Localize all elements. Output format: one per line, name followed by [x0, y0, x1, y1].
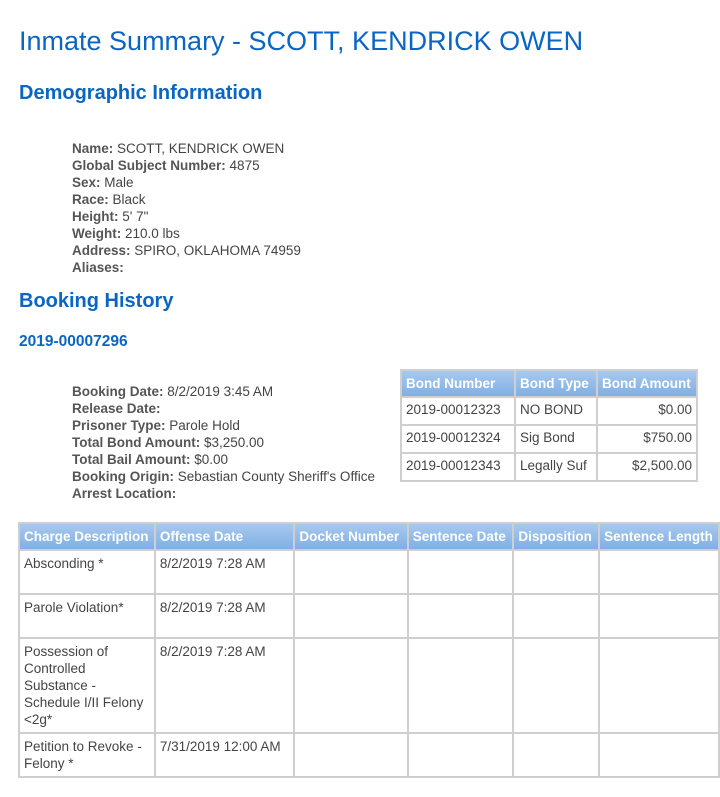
charge-row — [20, 639, 718, 732]
charge-row — [20, 595, 718, 637]
field-label: Total Bail Amount: — [72, 452, 191, 467]
field-total-bond-amount — [72, 434, 375, 451]
field-prisoner-type — [72, 417, 375, 434]
bond-number: 2019-00012323 — [402, 398, 514, 424]
docket-number — [295, 734, 406, 776]
field-label: Weight: — [72, 226, 122, 241]
charge-description: Petition to Revoke - Felony * — [20, 734, 154, 776]
field-value: 210.0 lbs — [125, 226, 180, 241]
field-height — [72, 208, 301, 225]
field-value: Male — [104, 175, 134, 190]
field-label: Arrest Location: — [72, 486, 177, 501]
sentence-date — [409, 595, 513, 637]
charge-header-row — [20, 524, 718, 549]
field-booking-date — [72, 383, 375, 400]
charge-row — [20, 734, 718, 776]
bond-amount-header: Bond Amount — [598, 371, 696, 396]
field-total-bail-amount — [72, 451, 375, 468]
field-label: Release Date: — [72, 401, 161, 416]
bond-type-header: Bond Type — [516, 371, 596, 396]
disposition-header: Disposition — [514, 524, 598, 549]
field-label: Race: — [72, 192, 109, 207]
bond-number: 2019-00012343 — [402, 454, 514, 480]
booking-history-heading: Booking History — [19, 290, 174, 312]
charge-description: Absconding * — [20, 551, 154, 593]
sentence-length — [600, 595, 718, 637]
docket-number — [295, 639, 406, 732]
field-label: Height: — [72, 209, 119, 224]
field-value: Sebastian County Sheriff's Office — [177, 469, 375, 484]
field-weight — [72, 225, 301, 242]
field-value: SPIRO, OKLAHOMA 74959 — [134, 243, 301, 258]
bond-amount: $0.00 — [598, 398, 696, 424]
charge-description: Possession of Controlled Substance - Schedule I/II Felony <2g* — [20, 639, 154, 732]
offense-date: 8/2/2019 7:28 AM — [156, 595, 294, 637]
sentence-length — [600, 551, 718, 593]
sentence-length — [600, 734, 718, 776]
field-address — [72, 242, 301, 259]
field-label: Address: — [72, 243, 131, 258]
field-global-subject-number — [72, 157, 301, 174]
field-label: Name: — [72, 141, 114, 156]
offense-date: 8/2/2019 7:28 AM — [156, 551, 294, 593]
field-label: Booking Date: — [72, 384, 164, 399]
booking-fields — [72, 383, 375, 502]
booking-number: 2019-00007296 — [19, 333, 128, 350]
field-label: Prisoner Type: — [72, 418, 166, 433]
sentence-length — [600, 639, 718, 732]
offense-date-header: Offense Date — [156, 524, 294, 549]
bond-amount: $2,500.00 — [598, 454, 696, 480]
page-title: Inmate Summary - SCOTT, KENDRICK OWEN — [19, 26, 584, 56]
demographic-heading: Demographic Information — [19, 82, 263, 104]
field-value: $0.00 — [194, 452, 229, 467]
field-value: Parole Hold — [169, 418, 240, 433]
sentence-date — [409, 639, 513, 732]
field-value: SCOTT, KENDRICK OWEN — [117, 141, 285, 156]
field-value: Black — [112, 192, 146, 207]
field-race — [72, 191, 301, 208]
field-label: Sex: — [72, 175, 101, 190]
sentence-date — [409, 551, 513, 593]
demographic-fields — [72, 140, 301, 276]
bond-table — [400, 369, 698, 482]
sentence-date-header: Sentence Date — [409, 524, 513, 549]
field-label: Booking Origin: — [72, 469, 174, 484]
bond-number-header: Bond Number — [402, 371, 514, 396]
field-name — [72, 140, 301, 157]
field-release-date — [72, 400, 375, 417]
offense-date: 8/2/2019 7:28 AM — [156, 639, 294, 732]
field-value: 5' 7" — [122, 209, 149, 224]
disposition — [514, 551, 598, 593]
bond-row — [402, 426, 696, 452]
field-value: $3,250.00 — [203, 435, 265, 450]
sentence-date — [409, 734, 513, 776]
sentence-length-header: Sentence Length — [600, 524, 718, 549]
bond-type: Legally Suf — [516, 454, 596, 480]
bond-number: 2019-00012324 — [402, 426, 514, 452]
bond-type: NO BOND — [516, 398, 596, 424]
field-label: Total Bond Amount: — [72, 435, 201, 450]
charge-description-header: Charge Description — [20, 524, 154, 549]
field-value: 4875 — [229, 158, 260, 173]
bond-amount: $750.00 — [598, 426, 696, 452]
bond-row — [402, 398, 696, 424]
bond-header-row — [402, 371, 696, 396]
charge-row — [20, 551, 718, 593]
docket-number — [295, 595, 406, 637]
field-sex — [72, 174, 301, 191]
disposition — [514, 734, 598, 776]
field-aliases — [72, 259, 301, 276]
field-value: 8/2/2019 3:45 AM — [167, 384, 274, 399]
docket-number — [295, 551, 406, 593]
charge-description: Parole Violation* — [20, 595, 154, 637]
docket-number-header: Docket Number — [295, 524, 406, 549]
disposition — [514, 639, 598, 732]
bond-row — [402, 454, 696, 480]
charge-table — [18, 522, 720, 778]
field-booking-origin — [72, 468, 375, 485]
bond-type: Sig Bond — [516, 426, 596, 452]
offense-date: 7/31/2019 12:00 AM — [156, 734, 294, 776]
field-arrest-location — [72, 485, 375, 502]
disposition — [514, 595, 598, 637]
field-label: Global Subject Number: — [72, 158, 226, 173]
field-label: Aliases: — [72, 260, 124, 275]
